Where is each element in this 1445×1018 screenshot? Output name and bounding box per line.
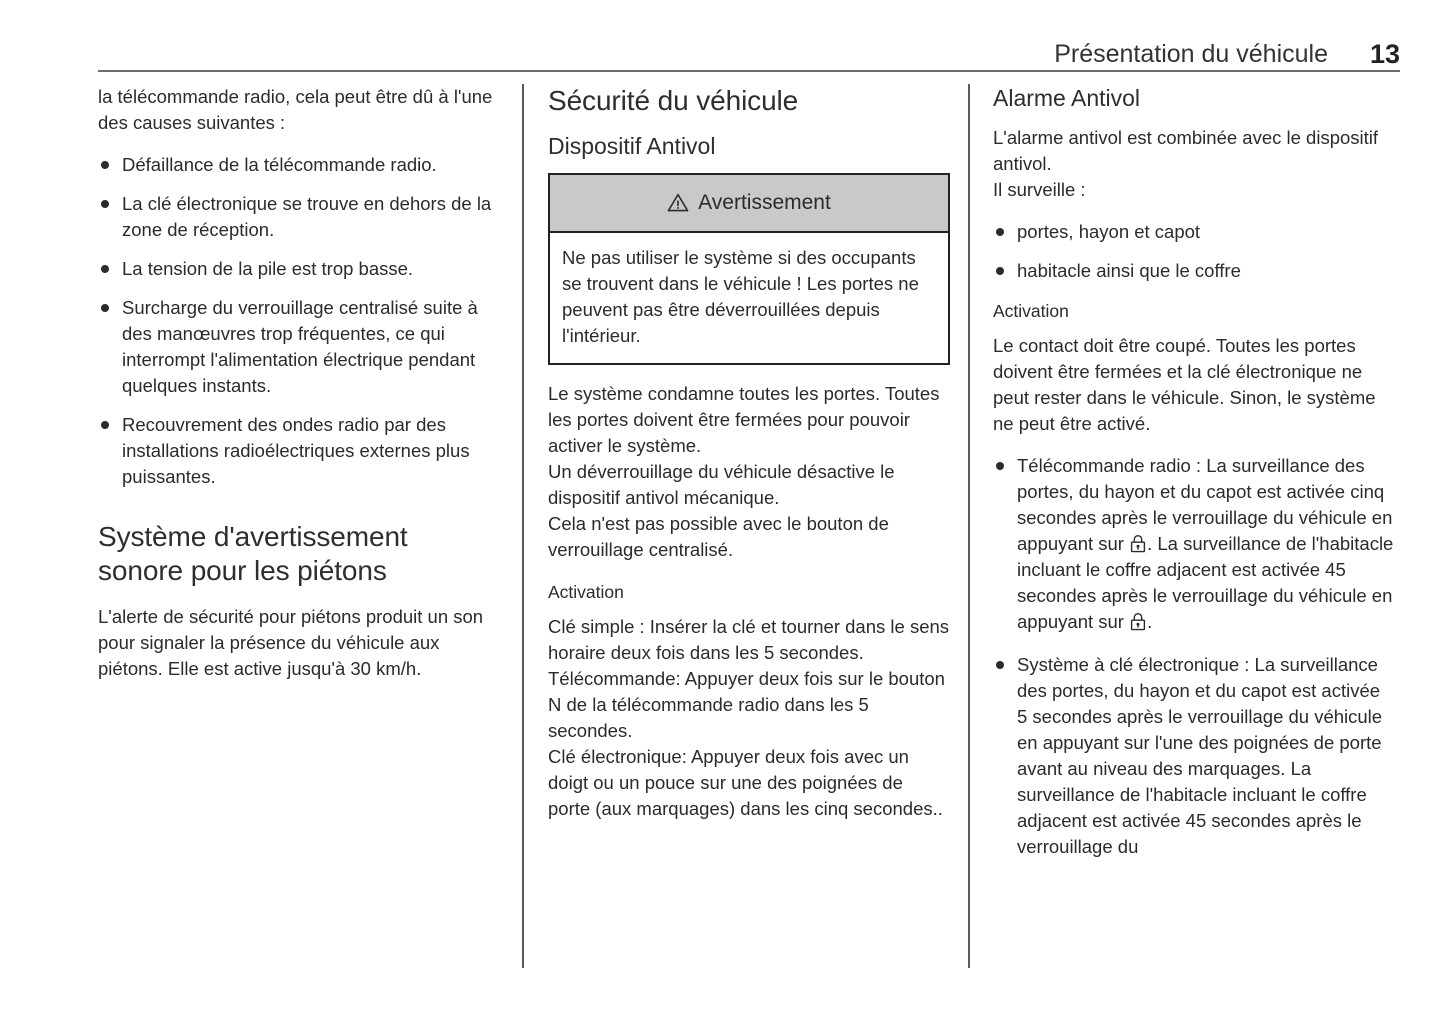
column-2 xyxy=(548,84,950,974)
monitored-items-list xyxy=(993,219,1395,284)
warning-triangle-icon xyxy=(667,193,689,212)
bullet-dot-icon xyxy=(101,200,109,208)
page-header xyxy=(98,36,1400,72)
list-item-text: La clé électronique se trouve en dehors de la zone de réception. xyxy=(122,193,492,240)
antitheft-paragraph-3: Cela n'est pas possible avec le bouton de verrouillage centralisé. xyxy=(548,512,889,560)
bullet-dot-icon xyxy=(101,265,109,273)
heading-vehicle-security: Sécurité du véhicule xyxy=(548,85,799,116)
list-item-text: Recouvrement des ondes radio par des installations radioélectriques externes plus puissantes. xyxy=(122,414,470,487)
column-3 xyxy=(993,84,1395,974)
alarm-paragraph-2: Il surveille : xyxy=(993,178,1086,200)
antitheft-paragraph-2: Un déverrouillage du véhicule désactive le dispositif antivol mécanique. xyxy=(548,460,895,508)
causes-list xyxy=(98,152,500,490)
list-item xyxy=(98,152,500,178)
list-item-text-part-1: Télécommande radio : La surveillance des portes, du hayon et du capot est activée cinq secondes après le verrouillage du véhicule en appuyant sur xyxy=(1017,454,1393,554)
activation-electronic-key: Clé électronique: Appuyer deux fois avec un doigt ou un pouce sur une des poignées de porte (aux marquages) dans les cinq secondes.. xyxy=(548,745,943,819)
list-item-text-part-2: . La surveillance de l'habitacle incluant le coffre adjacent est activée 45 secondes après le verrouillage du véhicule en appuyant sur xyxy=(1017,532,1394,632)
column-1 xyxy=(98,84,500,974)
activation-remote-control: Télécommande: Appuyer deux fois sur le bouton N de la télécommande radio dans les 5 secondes. xyxy=(548,667,945,741)
bullet-dot-icon xyxy=(101,304,109,312)
list-item-text: Défaillance de la télécommande radio. xyxy=(122,154,437,175)
lock-closed-icon xyxy=(1130,534,1146,553)
heading-antitheft-device: Dispositif Antivol xyxy=(548,133,716,160)
list-item-text: Système à clé électronique : La surveillance des portes, du hayon et du capot est activée 5 secondes après le verrouillage du véhicule en appuyant sur l'une des poignées de porte avant au niveau des marquages. La surveillance de l'habitacle incluant le coffre adjacent est activée 45 secondes après le verrouillage du xyxy=(1017,653,1383,857)
activation-simple-key: Clé simple : Insérer la clé et tourner dans le sens horaire deux fois dans les 5 secondes. xyxy=(548,615,950,663)
column-divider-2 xyxy=(968,84,970,968)
warning-box-body xyxy=(550,233,948,363)
column-divider-1 xyxy=(522,84,524,968)
bullet-dot-icon xyxy=(996,267,1004,275)
warning-box xyxy=(548,173,950,365)
alarm-paragraph-1: L'alarme antivol est combinée avec le dispositif antivol. xyxy=(993,126,1379,174)
warning-box-title: Avertissement xyxy=(698,191,831,215)
list-item-text: Surcharge du verrouillage centralisé suite à des manœuvres trop fréquentes, ce qui interrompt l'alimentation électrique pendant quelques instants. xyxy=(122,297,478,396)
alarm-activation-paragraph: Le contact doit être coupé. Toutes les portes doivent être fermées et la clé électronique ne peut rester dans le véhicule. Sinon, le système ne peut être activé. xyxy=(993,334,1376,434)
warning-box-text: Ne pas utiliser le système si des occupants se trouvent dans le véhicule ! Les portes ne peuvent pas être déverrouillées depuis l'intérieur. xyxy=(562,246,919,346)
list-item-text-part-3: . xyxy=(1147,610,1153,632)
heading-pedestrian-warning-system: Système d'avertissement sonore pour les piétons xyxy=(98,521,408,587)
lock-closed-icon xyxy=(1130,612,1146,631)
intro-paragraph: la télécommande radio, cela peut être dû à l'une des causes suivantes : xyxy=(98,86,493,133)
antitheft-paragraph-1: Le système condamne toutes les portes. Toutes les portes doivent être fermées pour pouvoir activer le système. xyxy=(548,382,940,456)
warning-box-header xyxy=(550,175,948,233)
bullet-dot-icon xyxy=(996,661,1004,669)
heading-activation-col2: Activation xyxy=(548,581,624,602)
list-item-text: habitacle ainsi que le coffre xyxy=(1017,259,1241,281)
list-item xyxy=(993,219,1395,245)
heading-activation-col3: Activation xyxy=(993,300,1069,321)
page-title: Présentation du véhicule xyxy=(1054,40,1328,68)
bullet-dot-icon xyxy=(996,228,1004,236)
alarm-activation-list xyxy=(993,453,1395,860)
list-item xyxy=(98,412,500,490)
page-number: 13 xyxy=(1369,39,1400,69)
list-item xyxy=(98,256,500,282)
pedestrian-paragraph: L'alerte de sécurité pour piétons produit un son pour signaler la présence du véhicule aux piétons. Elle est active jusqu'à 30 km/h. xyxy=(98,606,484,680)
list-item xyxy=(993,652,1395,860)
bullet-dot-icon xyxy=(996,462,1004,470)
list-item xyxy=(993,453,1395,635)
content-columns xyxy=(98,84,1400,974)
list-item xyxy=(98,191,500,243)
heading-antitheft-alarm: Alarme Antivol xyxy=(993,85,1141,111)
bullet-dot-icon xyxy=(101,161,109,169)
list-item-text: La tension de la pile est trop basse. xyxy=(122,258,414,279)
list-item xyxy=(993,258,1395,284)
list-item xyxy=(98,295,500,399)
list-item-text: portes, hayon et capot xyxy=(1017,220,1201,242)
bullet-dot-icon xyxy=(101,421,109,429)
